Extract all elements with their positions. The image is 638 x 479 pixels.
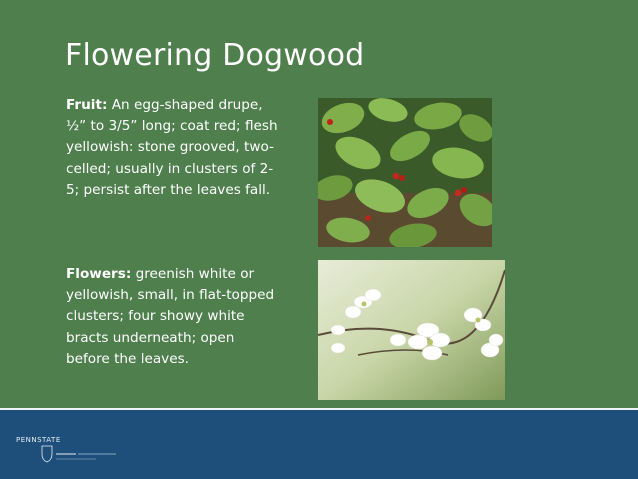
- slide-title: Flowering Dogwood: [65, 38, 365, 73]
- flowers-label: Flowers:: [66, 266, 132, 282]
- logo-wordmark: PENNSTATE: [16, 436, 61, 444]
- flowers-photo: [318, 260, 505, 400]
- fruit-label: Fruit:: [66, 97, 108, 113]
- pennstate-logo: [16, 434, 136, 470]
- fruit-description: [66, 95, 281, 201]
- fruit-text: An egg-shaped drupe, ½” to 3/5” long; coat red; flesh yellowish: stone grooved, two-celled; usually in clusters of 2-5; persist after the leaves fall.: [66, 97, 278, 198]
- footer-divider: [0, 408, 638, 410]
- fruit-photo: [318, 98, 492, 247]
- flowers-description: [66, 264, 281, 370]
- flowers-text: greenish white or yellowish, small, in flat-topped clusters; four showy white bracts underneath; open before the leaves.: [66, 266, 275, 367]
- footer-bar: [0, 408, 638, 479]
